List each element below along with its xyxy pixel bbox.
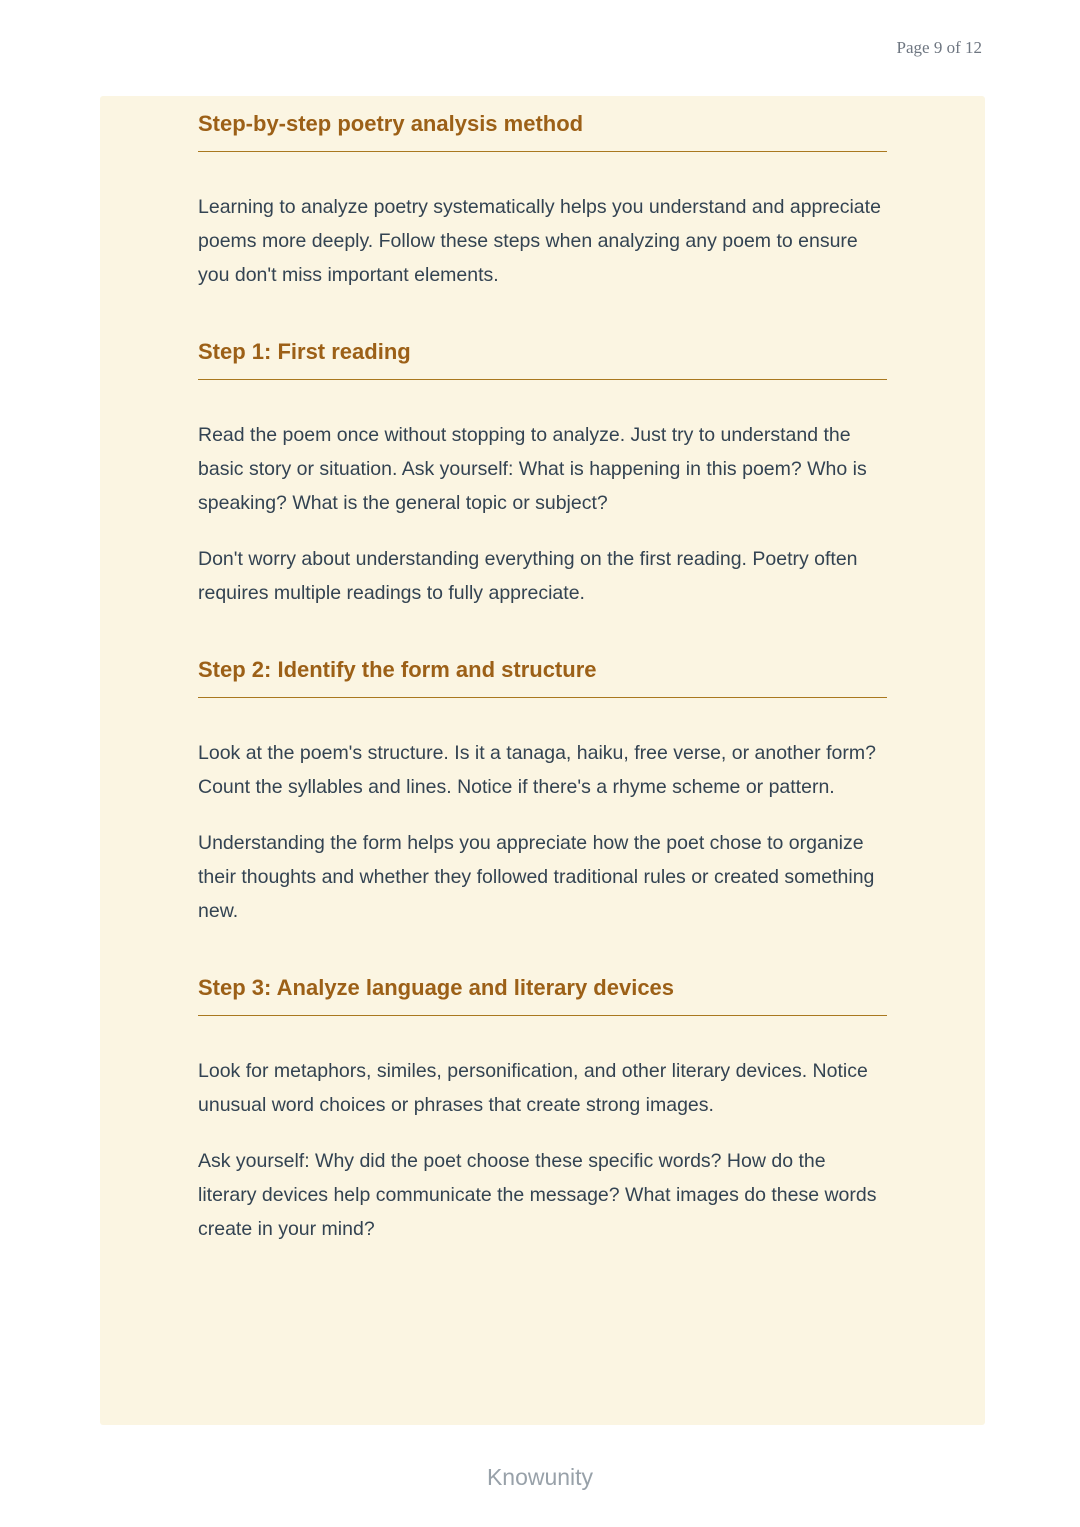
paragraph: Don't worry about understanding everything on the first reading. Poetry often requires multiple readings to fully appreciate. (198, 548, 858, 604)
paragraph: Ask yourself: Why did the poet choose these specific words? How do the literary devices help communicate the message? What images do these words create in your mind? (198, 1150, 877, 1240)
paragraph: Look for metaphors, similes, personification, and other literary devices. Notice unusual word choices or phrases that create strong images. (198, 1060, 868, 1116)
section (198, 110, 887, 292)
content-card (100, 96, 985, 1425)
section (198, 974, 887, 1246)
section (198, 656, 887, 928)
paragraph: Look at the poem's structure. Is it a tanaga, haiku, free verse, or another form? Count the syllables and lines. Notice if there's a rhyme scheme or pattern. (198, 742, 876, 798)
paragraph: Understanding the form helps you appreciate how the poet chose to organize their thoughts and whether they followed traditional rules or created something new. (198, 832, 875, 922)
heading-rule (198, 379, 887, 380)
footer-brand: Knowunity (486, 1464, 594, 1490)
heading-rule (198, 1015, 887, 1016)
paragraph: Learning to analyze poetry systematically helps you understand and appreciate poems more deeply. Follow these steps when analyzing any poem to ensure you don't miss important elements. (198, 196, 881, 286)
section-heading: Step 2: Identify the form and structure (198, 657, 597, 682)
page-indicator: Page 9 of 12 (896, 38, 982, 57)
section-heading: Step 3: Analyze language and literary devices (198, 975, 675, 1000)
section-heading: Step-by-step poetry analysis method (198, 111, 584, 136)
heading-rule (198, 697, 887, 698)
heading-rule (198, 151, 887, 152)
section-heading: Step 1: First reading (198, 339, 411, 364)
paragraph: Read the poem once without stopping to analyze. Just try to understand the basic story or situation. Ask yourself: What is happening in this poem? Who is speaking? What is the general topic or subject? (198, 424, 867, 514)
section (198, 338, 887, 610)
